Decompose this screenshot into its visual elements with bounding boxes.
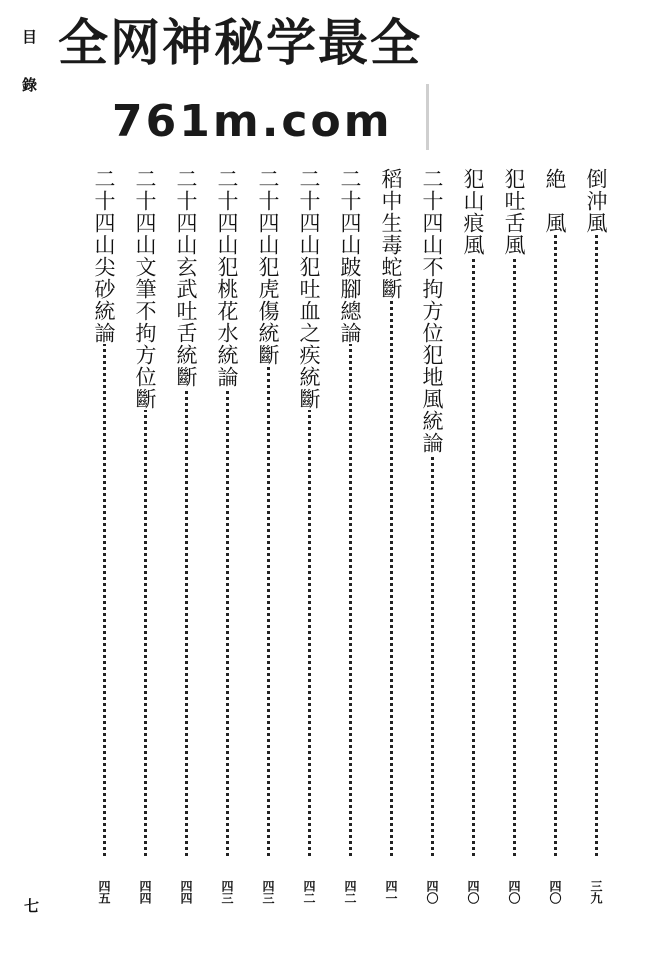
- entry-title: 二十四山犯桃花水統論: [215, 168, 239, 388]
- toc-entry: [541, 168, 569, 868]
- toc-entry: [500, 168, 528, 868]
- entry-title: 稻中生毒蛇斷: [379, 168, 403, 300]
- entry-page-number: 四四: [138, 880, 152, 904]
- toc-entry: [131, 168, 159, 868]
- entry-page-number: 四〇: [507, 880, 521, 904]
- entry-title: 犯山痕風: [461, 168, 485, 256]
- toc-entry: [172, 168, 200, 868]
- side-label-mu: 目: [22, 28, 38, 46]
- side-label-lu: 錄: [22, 76, 38, 94]
- toc-entry: [254, 168, 282, 868]
- entry-page-number: 四二: [343, 880, 357, 904]
- entry-title: 絶 風: [543, 168, 567, 234]
- toc-entry: [336, 168, 364, 868]
- entry-page-number: 三九: [589, 880, 603, 904]
- entry-title: 二十四山犯虎傷統斷: [256, 168, 280, 366]
- toc-entry: [377, 168, 405, 868]
- leader-dots: [554, 168, 557, 856]
- entry-page-number: 四〇: [548, 880, 562, 904]
- toc-entry: [295, 168, 323, 868]
- entry-page-number: 四三: [261, 880, 275, 904]
- watermark-divider: [426, 84, 429, 150]
- entry-title: 二十四山跛腳總論: [338, 168, 362, 344]
- leader-dots: [513, 168, 516, 856]
- toc-entry: [459, 168, 487, 868]
- entry-title: 犯吐舌風: [502, 168, 526, 256]
- entry-title: 二十四山文筆不拘方位斷: [133, 168, 157, 410]
- entry-page-number: 四四: [179, 880, 193, 904]
- entry-title: 倒沖風: [584, 168, 608, 234]
- entry-page-number: 四一: [384, 880, 398, 904]
- entry-title: 二十四山尖砂統論: [92, 168, 116, 344]
- entry-page-number: 四五: [97, 880, 111, 904]
- toc-entry: [90, 168, 118, 868]
- entry-title: 二十四山犯吐血之疾統斷: [297, 168, 321, 410]
- toc-entry: [418, 168, 446, 868]
- leader-dots: [472, 168, 475, 856]
- page-folio: 七: [24, 897, 40, 915]
- entry-page-number: 四〇: [425, 880, 439, 904]
- entry-title: 二十四山不拘方位犯地風統論: [420, 168, 444, 454]
- watermark-url: 761m.com: [112, 96, 393, 147]
- toc-entry: [582, 168, 610, 868]
- watermark-title: 全网神秘学最全: [58, 14, 422, 72]
- entry-title: 二十四山玄武吐舌統斷: [174, 168, 198, 388]
- toc-entry: [213, 168, 241, 868]
- leader-dots: [595, 168, 598, 856]
- entry-page-number: 四三: [220, 880, 234, 904]
- entry-page-number: 四〇: [466, 880, 480, 904]
- entry-page-number: 四二: [302, 880, 316, 904]
